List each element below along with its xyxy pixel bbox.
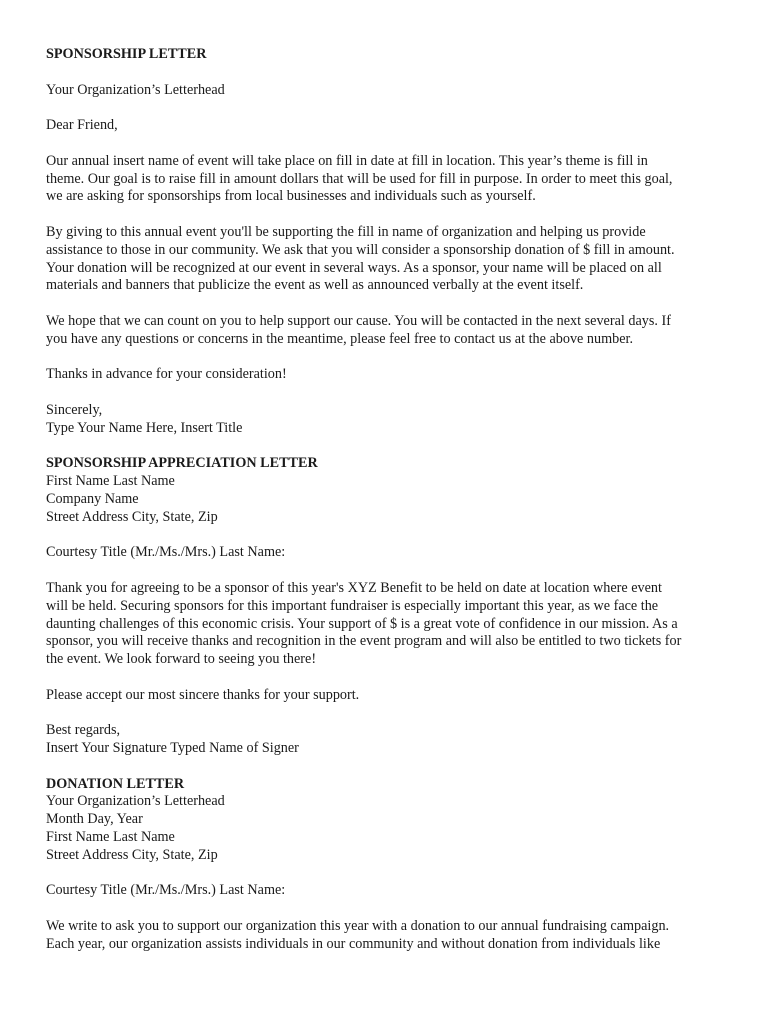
- text-line: assistance to those in our community. We ask that you will consider a sponsorship donation of $ fill in amount.: [46, 241, 675, 258]
- spacer: [46, 135, 736, 153]
- text-line: Sincerely,: [46, 401, 103, 418]
- text-line: Street Address City, State, Zip: [46, 846, 218, 863]
- text-line: daunting challenges of this economic crisis. Your support of $ is a great vote of confidence in our mission. As a: [46, 615, 678, 632]
- spacer: [46, 384, 736, 402]
- text-line: Company Name: [46, 490, 139, 507]
- paragraph: [46, 117, 736, 135]
- letter-section: [46, 46, 736, 455]
- paragraph: [46, 402, 736, 438]
- paragraph: [46, 544, 736, 562]
- text-line: the event. We look forward to seeing you there!: [46, 651, 317, 668]
- spacer: [46, 99, 736, 117]
- paragraph: [46, 224, 736, 295]
- text-line: Your donation will be recognized at our event in several ways. As a sponsor, your name will be placed on all: [46, 259, 662, 276]
- spacer: [46, 527, 736, 545]
- text-line: By giving to this annual event you'll be supporting the fill in name of organization and helping us provide: [46, 223, 646, 240]
- paragraph: [46, 473, 736, 526]
- paragraph: [46, 153, 736, 206]
- text-line: First Name Last Name: [46, 829, 175, 846]
- text-line: Month Day, Year: [46, 811, 143, 828]
- paragraph: [46, 918, 736, 954]
- spacer: [46, 64, 736, 82]
- text-line: We write to ask you to support our organization this year with a donation to our annual fundraising campaign.: [46, 918, 670, 935]
- section-heading: SPONSORSHIP LETTER: [46, 46, 207, 62]
- spacer: [46, 349, 736, 367]
- spacer: [46, 562, 736, 580]
- text-line: Courtesy Title (Mr./Ms./Mrs.) Last Name:: [46, 882, 286, 899]
- spacer: [46, 865, 736, 883]
- document-page: [46, 46, 736, 971]
- paragraph: [46, 313, 736, 349]
- text-line: Your Organization’s Letterhead: [46, 81, 225, 98]
- paragraph: [46, 722, 736, 758]
- text-line: Insert Your Signature Typed Name of Signer: [46, 740, 299, 757]
- text-line: Your Organization’s Letterhead: [46, 793, 225, 810]
- text-line: Thanks in advance for your consideration!: [46, 366, 287, 383]
- text-line: Best regards,: [46, 722, 121, 739]
- text-line: First Name Last Name: [46, 473, 175, 490]
- paragraph: [46, 882, 736, 900]
- text-line: Thank you for agreeing to be a sponsor of this year's XYZ Benefit to be held on date at location where event: [46, 579, 662, 596]
- spacer: [46, 669, 736, 687]
- text-line: Dear Friend,: [46, 117, 118, 134]
- paragraph: [46, 366, 736, 384]
- text-line: Please accept our most sincere thanks for your support.: [46, 686, 360, 703]
- text-line: We hope that we can count on you to help support our cause. You will be contacted in the next several days. If: [46, 312, 671, 329]
- spacer: [46, 295, 736, 313]
- letter-section: [46, 776, 736, 972]
- paragraph: [46, 793, 736, 864]
- spacer: [46, 704, 736, 722]
- spacer: [46, 900, 736, 918]
- text-line: Courtesy Title (Mr./Ms./Mrs.) Last Name:: [46, 544, 286, 561]
- section-heading: SPONSORSHIP APPRECIATION LETTER: [46, 455, 318, 472]
- text-line: materials and banners that publicize the event as well as announced verbally at the event itself.: [46, 277, 584, 294]
- text-line: sponsor, you will receive thanks and recognition in the event program and will also be entitled to two tickets for: [46, 633, 682, 650]
- letter-section: [46, 455, 736, 775]
- text-line: theme. Our goal is to raise fill in amount dollars that will be used for fill in purpose. In order to meet this goal,: [46, 170, 673, 187]
- text-line: we are asking for sponsorships from local businesses and individuals such as yourself.: [46, 188, 536, 205]
- section-heading: DONATION LETTER: [46, 775, 185, 792]
- text-line: Street Address City, State, Zip: [46, 508, 218, 525]
- text-line: Our annual insert name of event will take place on fill in date at fill in location. This year’s theme is fill in: [46, 152, 648, 169]
- spacer: [46, 438, 736, 456]
- paragraph: [46, 687, 736, 705]
- text-line: Each year, our organization assists individuals in our community and without donation from individuals like: [46, 935, 661, 952]
- text-line: you have any questions or concerns in the meantime, please feel free to contact us at the above number.: [46, 330, 633, 347]
- spacer: [46, 954, 736, 972]
- spacer: [46, 206, 736, 224]
- text-line: Type Your Name Here, Insert Title: [46, 419, 243, 436]
- paragraph: [46, 580, 736, 669]
- paragraph: [46, 82, 736, 100]
- spacer: [46, 758, 736, 776]
- text-line: will be held. Securing sponsors for this important fundraiser is especially important this year, as we face the: [46, 597, 659, 614]
